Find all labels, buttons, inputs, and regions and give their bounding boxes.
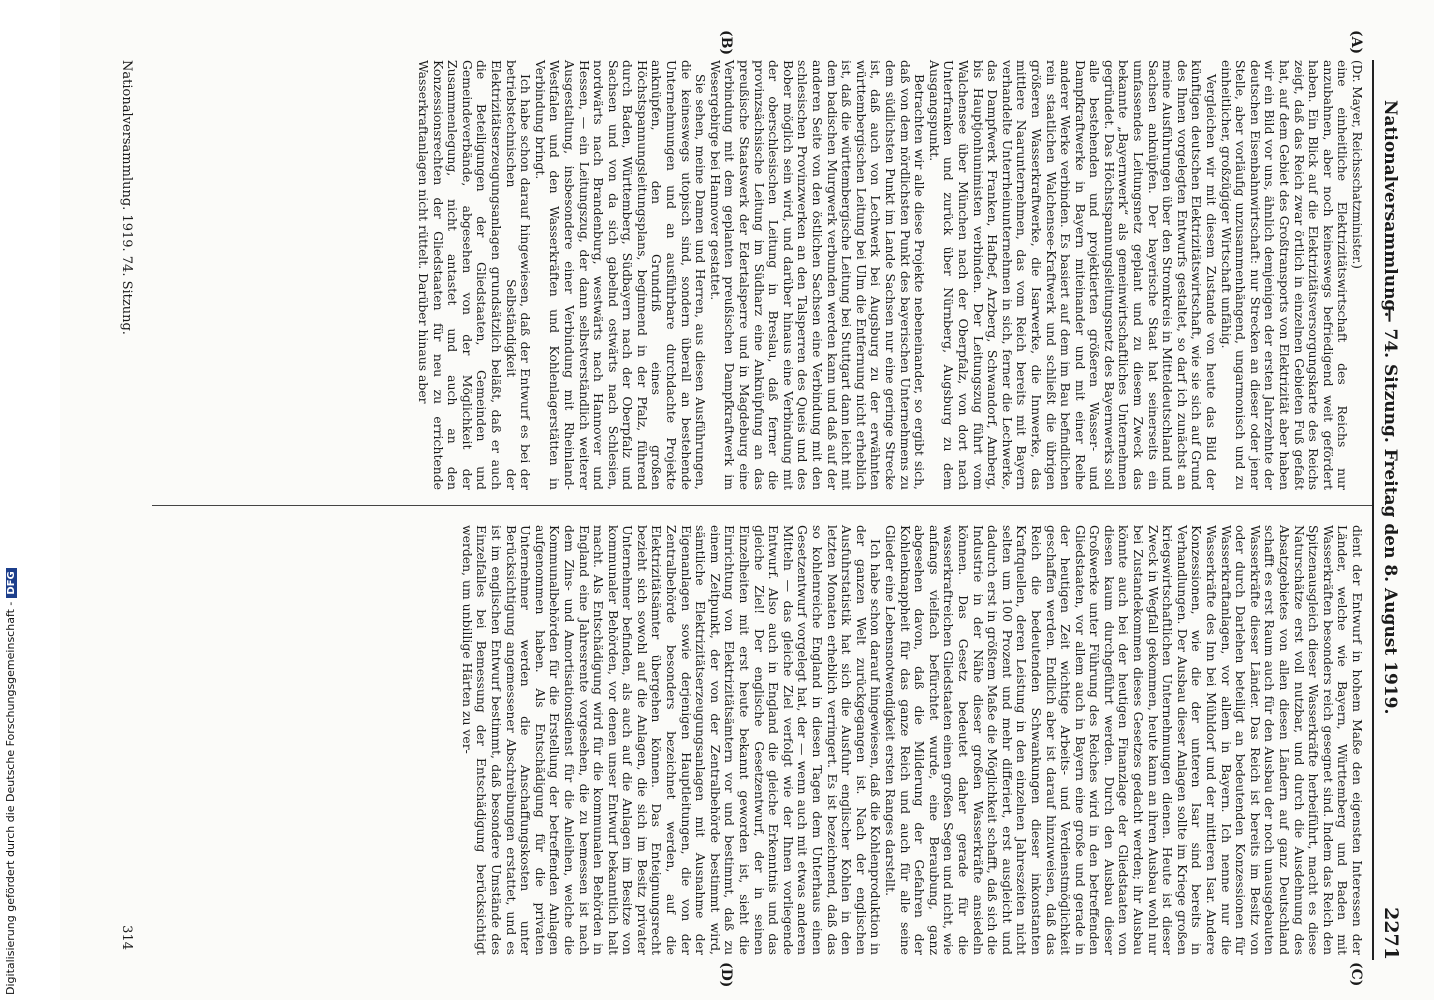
paragraph: Ich habe schon darauf hingewiesen, daß die Kohlenproduktion in der ganzen Welt zurückgegangen ist. Nach der englischen Ausfuhrstatistik hat sich die Ausfuhr englischer Kohlen in den letzten Monaten erheblich verringert. Es ist bezeichnend, daß das so kohlenreiche England in diesen Tagen dem Unterhaus einen Gesetzentwurf vorgelegt hat, der — wenn auch mit etwas anderen Mitteln — das gleiche Ziel verfolgt wie der Ihnen vorliegende Entwurf. Also auch in England die gleiche Erkenntnis und das gleiche Ziel! Der englische Gesetzentwurf, der in seinen Einzelheiten mit erst heute bekannt geworden ist, sieht die Einrichtung von Elektrizitätsämtern vor und bestimmt, daß zu einem Zeitpunkt, der von der Zentralbehörde bestimmt wird, sämtliche Elektrizitätserzeugungsanlagen mit Ausnahme der Eigenanlagen sowie derjenigen Hauptleitungen, die von der Zentralbehörde besonders bezeichnet werden, auf die Elektrizitätsämter übergehen können. Das Enteignungsrecht bezieht sich sowohl auf die Anlagen, die sich im Besitz privater Unternehmer befinden, als auch auf die Anlagen im Besitze von kommunaler Behörden, vor denen unser Entwurf bekanntlich halt macht. Als Entschädigung wird für die kommunalen Behörden in England eine Jahresrente vorgesehen, die zu bemessen ist nach dem Zins- und Amortisationsdienst für die Anleihen, welche die Kommunalbehörden für die Erstellung der betreffenden Anlagen aufgenommen haben. Als Entschädigung für die privaten Unternehmer werden die Anschaffungskosten unter Berücksichtigung angemessener Abschreibungen erstattet, und es ist im englischen Entwurf bestimmt, daß besondere Umstände des Einzelfalles bei Bemessung der Entschädigung berücksichtigt werden, um unbillige Härten zu ver- bbox=[459, 525, 884, 955]
header-rule bbox=[1372, 60, 1374, 960]
dfg-logo: DFG bbox=[6, 568, 17, 597]
paragraph: Betrachten wir alle diese Projekte nebeneinander, so ergibt sich, daß von dem nördlichsten Punkt des bayerischen Unternehmens zu dem südlichsten Punkt im Lande Sachsen nur eine geringe Strecke ist, daß auch von Lechwerk bei Augsburg zu der erwähnten württembergischen Leitung bei Ulm die Entfernung nicht erheblich ist, daß die württembergische Leitung bei Stuttgart dann leicht mit dem badischen Murgwerk verbunden werden kann und daß auf der anderen Seite von den östlichen Sachsen eine Verbindung mit den schlesischen Provinzwerken an den Talsperren des Queis und des Bober möglich sein wird, und darüber hinaus eine Verbindung mit der oberschlesischen Leitung in Breslau, daß ferner die provinzsächsische Leitung im Südharz eine Anknüpfung an das preußische Staatswerk der Edertalsperre und in Magdeburg eine Verbindung mit dem geplanten preußischen Dampfkraftwerk im Wesergebirge bei Hannover gestattet. bbox=[707, 60, 928, 490]
margin-marker-a: (A) bbox=[1348, 30, 1364, 55]
rotated-page-content bbox=[60, 0, 1434, 1000]
right-column bbox=[459, 525, 1364, 955]
header-center: — 74. Sitzung. Freitag den 8. August 1919. bbox=[1380, 305, 1400, 715]
paragraph: Vergleichen wir mit diesem Zustande von heute das Bild der künftigen deutschen Elektrizitätswirtschaft, wie sie sich auf Grund des Ihnen vorgelegten Entwurfs gestaltet, so darf ich zunächst an meine Ausführungen über den Stromkreis in Mitteldeutschland und Sachsen anknüpfen. Der bayerische Staat hat seinerseits ein umfassendes Leitungsnetz geplant und zu diesem Zweck das bekannte „Bayernwerk“ als gemeinwirtschaftliches Unternehmen gegründet. Das Höchstspannungsleitungsnetz des Bayernwerks soll alle bestehenden und projektierten größeren Wasser- und Dampfkraftwerke in Bayern miteinander und mit einer Reihe anderer Werke verbinden. Es basiert auf dem im Bau befindlichen rein staatlichen Walchensee-Kraftwerk und schließt die übrigen größeren Wasserkraftwerke, die Isarwerke, die Innwerke, das mittlere Naarunternehmen, das vom Reich bereits mit Bayern verhandelte Unterrheinunternehmen in sich, ferner die Lechwerke, das Dampfwerk Franken, Hafbef, Arzberg, Schwandorf, Amberg, bis Hauptjonhunimisten verbinden. Der Leitungszug führt vom Walchensee über München nach der Oberpfalz, von dort nach Unterfranken und zurück über Nürnberg, Augsburg zu dem Ausgangspunkt. bbox=[926, 60, 1220, 490]
footer-left: Nationalversammlung. 1919. 74. Sitzung. bbox=[119, 60, 134, 335]
paragraph: eine einheitliche Elektrizitätswirtschaft des Reichs nur anzubahnen, aber noch keineswegs befriedigend weit gefördert haben. Ein Blick auf die Elektrizitätsversorgungskarte des Reichs zeigt, daß das Reich zwar örtlich in einzelnen Gebieten Fuß gefaßt hat, auf dem Gebiet des Großtransports von Elektrizität aber haben wir ein Bild vor uns, ähnlich demjenigen der ersten Jahrzehnte der deutschen Eisenbahnwirtschaft: nur Strecken an dieser oder jener Stelle, aber vorläufig unzusammenhängend, ungarmonisch und zu einheitlicher, großzügiger Wirtschaft unfähig. bbox=[1218, 60, 1351, 490]
paragraph: dient der Entwurf in hohem Maße den eigensten Interessen der Länder, welche wie Bayern, Württemberg und Baden mit Wasserkräften besonders reich gesegnet sind. Indem das Reich den Spitzenausgleich dieser Wasserkräfte herbeiführt, macht es diese Naturschätze erst voll nutzbar, und durch die Ausdehnung des Absatzgebietes von allen diesen Ländern auf ganz Deutschland schafft es erst Raum auch für den Ausbau der noch unausgebauten Wasserkräfte dieser Länder. Das Reich ist bereits im Besitz von oder durch Darlehen beteiligt an bedeutenden Konzessionen für Wasserkraftanlagen, vor allem in Bayern. Ich nenne nur die Wasserkräfte des Inn bei Mühldorf und der mittleren Isar. Andere Konzessionen, wie die der unteren Isar sind bereits in Verhandlungen. Der Ausbau dieser Anlagen sollte im Kriege großen kriegswirtschaftlichen Unternehmungen dienen. Heute ist dieser Zweck in Wegfall gekommen, heute kann an ihren Ausbau wohl nur bei Zustandekommen dieses Gesetzes gedacht werden; ihr Ausbau könnte auch bei der heutigen Finanzlage der Gliedstaaten von diesen kaum durchgeführt werden. Durch den Ausbau dieser Großwerke unter Führung des Reiches wird in den betreffenden Gliedstaaten, vor allem auch in Bayern eine große und gerade in der heutigen Zeit wichtige Arbeits- und Verdienstmöglichkeit geschaffen werden. Endlich aber ist darauf hinzuweisen, daß das Reich die bedeutenden Schwankungen dieser inkonstanten Kraftquellen, deren Leistung in den einzelnen Jahreszeiten nicht selten um 100 Prozent und mehr differiert, erst ausgleicht und dadurch erst in größtem Maße die Möglichkeit schafft, daß sich die Industrie in der Nähe dieser großen Wasserkräfte ansiedeln können. Das Gesetz bedeutet daher gerade für die wasserkraftreichen Gliedstaaten einen großen Segen und nicht, wie anfangs vielfach befürchtet wurde, eine Beraubung, ganz abgesehen davon, daß die Milderung der Gefahren der Kohlenknappheit für das ganze Reich und auch für alle seine Glieder eine Lebensnotwendigkeit ersten Ranges darstellt. bbox=[883, 525, 1365, 955]
paragraph: Ich habe schon darauf hingewiesen, daß der Entwurf es bei der betriebstechnischen Selbständigkeit der Elektrizitätserzeugungsanlagen grundsätzlich beläßt, daß er auch die Beteiligungen der Gliedstaaten, Gemeinden und Gemeindeverbände, abgesehen von der Möglichkeit der Zusammenlegung, nicht antastet und auch an den Konzessionsrechten der Gliedstaaten für neu zu errichtende Wasserkraftanlagen nicht rüttelt. Darüber hinaus aber bbox=[416, 60, 534, 490]
footer-page-number: 314 bbox=[119, 925, 134, 950]
scanned-page bbox=[60, 0, 1434, 1000]
digitization-credit-sidebar bbox=[0, 0, 22, 1000]
margin-marker-c: (C) bbox=[1348, 962, 1364, 987]
margin-marker-b: (B) bbox=[718, 30, 734, 56]
digitization-credit-text bbox=[4, 568, 17, 995]
left-column bbox=[415, 60, 1364, 490]
header-left: Nationalversammlung. bbox=[1380, 100, 1400, 318]
column-divider bbox=[152, 505, 1372, 506]
page-number: 2271 bbox=[1380, 907, 1402, 960]
page-header bbox=[1374, 60, 1404, 960]
credit-text: Digitalisierung gefördert durch die Deutsche Forschungsgemeinschaft - bbox=[4, 601, 17, 995]
paragraph: Sie sehen, meine Damen und Herren, aus diesen Ausführungen, die keineswegs utopisch sind, sondern überall an bestehende Unternehmungen und an ausführbare durchdachte Projekte anknüpfen, den Grundriß eines großen Höchstspannungsleitungsplans, beginnend in der Pfalz, führend durch Baden, Württemberg, Südbayern nach der Oberpfalz und Sachsen und von da sich gabelnd ostwärts nach Schlesien, nordwärts nach Brandenburg, westwärts nach Hannover und Hessen, — ein Leitungszug, der dann selbstverständlich weiterer Ausgestaltung, insbesondere einer Verbindung mit Rheinland-Westfalen und den Wasserkräften und Kohlenlagerstätten in Verbindung bringt. bbox=[532, 60, 709, 490]
speaker-line: (Dr. Mayer, Reichsschatzminister.) bbox=[1350, 60, 1364, 269]
margin-marker-d: (D) bbox=[718, 962, 734, 988]
